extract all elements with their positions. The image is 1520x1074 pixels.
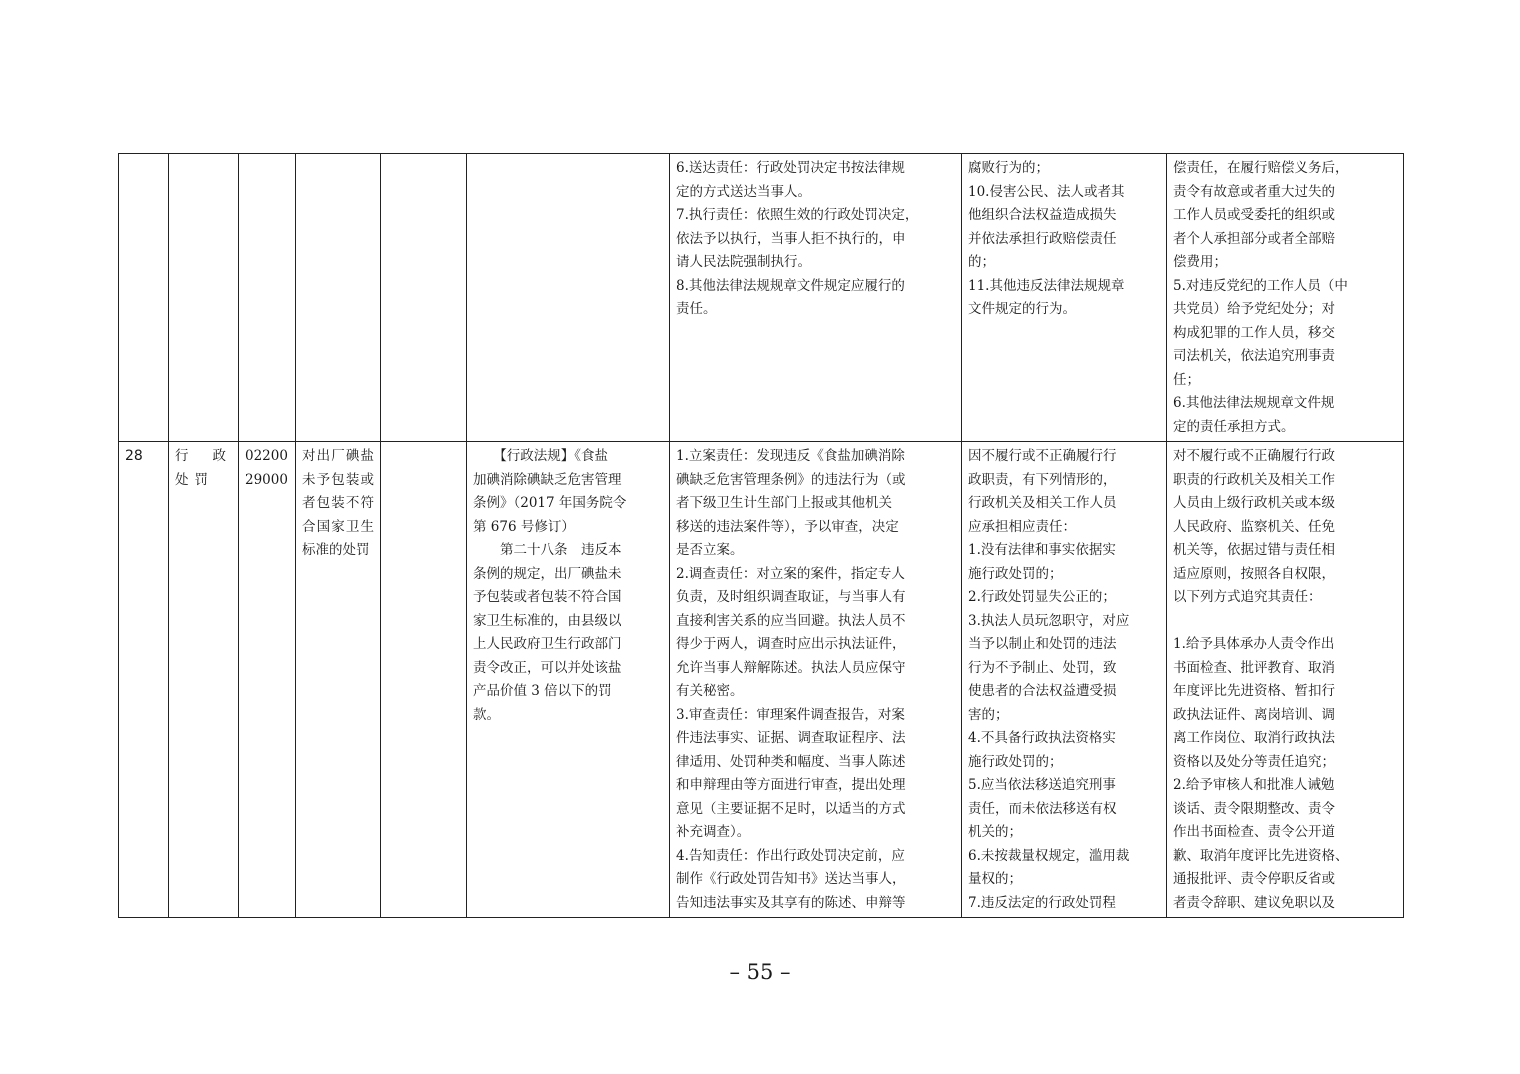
text-line: 定的方式送达当事人。 [676, 183, 811, 200]
text-line: 年度评比先进资格、暂扣行 [1173, 683, 1335, 699]
text-line: 歉、取消年度评比先进资格、 [1173, 847, 1349, 864]
text-line: 者下级卫生计生部门上报或其他机关 [676, 495, 892, 511]
text-line: 碘缺乏危害管理条例》的违法行为（或 [676, 471, 906, 488]
text-line: 第 676 号修订） [473, 518, 575, 535]
text-line: 直接利害关系的应当回避。执法人员不 [676, 612, 906, 629]
text-line: 职责的行政机关及相关工作 [1173, 471, 1335, 488]
text-line: 责令有故意或者重大过失的 [1173, 183, 1335, 200]
text-line [1173, 610, 1397, 634]
text-line: 请人民法院强制执行。 [676, 254, 811, 270]
text-line: 作出书面检查、责令公开道 [1173, 824, 1335, 840]
text-line: 偿费用； [1173, 254, 1227, 270]
text-line: 5.对违反党纪的工作人员（中 [1173, 277, 1348, 294]
text-line: 2.行政处罚显失公正的； [968, 589, 1116, 605]
text-line: 机关等，依据过错与责任相 [1173, 542, 1335, 558]
text-line: 款。 [473, 706, 500, 723]
text-line: 害的； [968, 706, 1009, 723]
text-line: 适应原则，按照各自权限， [1173, 565, 1335, 582]
text-line: 是否立案。 [676, 542, 744, 558]
text-line: 予包装或者包装不符合国 [473, 589, 622, 605]
text-line: 责任，而未依法移送有权 [968, 800, 1117, 817]
table-row [119, 442, 1404, 918]
text-line: 产品价值 3 倍以下的罚 [473, 683, 612, 699]
text-line: 对不履行或不正确履行行政 [1173, 448, 1335, 464]
text-line: 离工作岗位、取消行政执法 [1173, 730, 1335, 746]
text-line: 5.应当依法移送追究刑事 [968, 777, 1116, 793]
text-line: 补充调查）。 [676, 824, 751, 840]
pursuit-cell [1167, 442, 1404, 918]
text-line: 资格以及处分等责任追究； [1173, 753, 1335, 770]
legal-basis-cell [467, 442, 670, 918]
text-line: 允许当事人辩解陈述。执法人员应保守 [676, 659, 906, 676]
duty-cell [670, 154, 962, 442]
text-line: 2.给予审核人和批准人诫勉 [1173, 777, 1335, 793]
text-line: 因不履行或不正确履行行 [968, 448, 1117, 464]
text-line: 共党员）给予党纪处分；对 [1173, 301, 1335, 317]
text-line: 责任。 [676, 301, 717, 317]
text-line: 应承担相应责任： [968, 518, 1076, 535]
text-line: 书面检查、批评教育、取消 [1173, 659, 1335, 676]
accountability-cell [962, 442, 1167, 918]
pursuit-cell [1167, 154, 1404, 442]
text-line: 2.调查责任：对立案的案件，指定专人 [676, 565, 905, 582]
text-line: 条例》（2017 年国务院令 [473, 495, 627, 511]
text-line: 行为不予制止、处罚，致 [968, 659, 1117, 676]
duty-cell [670, 442, 962, 918]
sub-item-cell [381, 154, 467, 442]
text-line: 上人民政府卫生行政部门 [473, 636, 622, 652]
text-line: 【行政法规】《食盐 [473, 448, 608, 464]
text-line: 通报批评、责令停职反省或 [1173, 871, 1335, 887]
sub-item-cell [381, 442, 467, 918]
text-line: 告知违法事实及其享有的陈述、申辩等 [676, 894, 906, 911]
text-line: 8.其他法律法规规章文件规定应履行的 [676, 277, 905, 294]
text-line: 件违法事实、证据、调查取证程序、法 [676, 730, 906, 746]
text-line: 6.其他法律法规规章文件规 [1173, 395, 1335, 411]
category-cell [169, 154, 239, 442]
code-cell [239, 154, 296, 442]
text-line: 文件规定的行为。 [968, 301, 1076, 317]
text-line: 11.其他违反法律法规规章 [968, 277, 1125, 294]
text-line: 和申辩理由等方面进行审查，提出处理 [676, 777, 906, 793]
category-cell: 行政处罚 [169, 442, 239, 918]
legal-basis-cell [467, 154, 670, 442]
text-line: 4.不具备行政执法资格实 [968, 730, 1116, 746]
text-line: 依法予以执行，当事人拒不执行的，申 [676, 230, 906, 247]
text-line: 使患者的合法权益遭受损 [968, 683, 1117, 699]
text-line: 家卫生标准的，由县级以 [473, 612, 622, 629]
text-line: 6.送达责任：行政处罚决定书按法律规 [676, 160, 905, 176]
text-line: 人民政府、监察机关、任免 [1173, 518, 1335, 535]
text-line: 有关秘密。 [676, 683, 744, 699]
text-line: 并依法承担行政赔偿责任 [968, 230, 1117, 247]
text-line: 加碘消除碘缺乏危害管理 [473, 471, 622, 488]
text-line: 6.未按裁量权规定，滥用裁 [968, 847, 1130, 864]
text-line: 构成犯罪的工作人员，移交 [1173, 324, 1335, 341]
text-line: 任； [1173, 371, 1200, 388]
text-line: 定的责任承担方式。 [1173, 418, 1295, 435]
text-line: 3.审查责任：审理案件调查报告，对案 [676, 706, 905, 723]
text-line: 责令改正，可以并处该盐 [473, 659, 622, 676]
text-line: 4.告知责任：作出行政处罚决定前，应 [676, 847, 905, 864]
text-line: 司法机关，依法追究刑事责 [1173, 348, 1335, 364]
text-line: 1.给予具体承办人责令作出 [1173, 636, 1335, 652]
text-line: 政执法证件、离岗培训、调 [1173, 706, 1335, 723]
item-name-cell [296, 154, 381, 442]
text-line: 制作《行政处罚告知书》送达当事人， [676, 871, 906, 887]
item-name-cell: 对出厂碘盐未予包装或者包装不符合国家卫生标准的处罚 [296, 442, 381, 918]
text-line: 政职责，有下列情形的， [968, 471, 1117, 488]
responsibility-table [118, 153, 1404, 918]
text-line: 第二十八条 违反本 [473, 542, 622, 558]
text-line: 当予以制止和处罚的违法 [968, 636, 1117, 652]
text-line: 者责令辞职、建议免职以及 [1173, 894, 1335, 911]
text-line: 以下列方式追究其责任： [1173, 589, 1322, 605]
text-line: 人员由上级行政机关或本级 [1173, 495, 1335, 511]
page-number: – 55 – [729, 960, 791, 984]
text-line: 偿责任，在履行赔偿义务后， [1173, 160, 1349, 176]
row-number-cell [119, 154, 169, 442]
text-line: 施行政处罚的； [968, 565, 1063, 582]
text-line: 他组织合法权益造成损失 [968, 207, 1117, 223]
text-line: 1.没有法律和事实依据实 [968, 542, 1116, 558]
text-line: 施行政处罚的； [968, 753, 1063, 770]
accountability-cell [962, 154, 1167, 442]
text-line: 工作人员或受委托的组织或 [1173, 207, 1335, 223]
text-line: 量权的； [968, 871, 1022, 887]
text-line: 腐败行为的； [968, 160, 1049, 176]
text-line: 行政机关及相关工作人员 [968, 495, 1117, 511]
text-line: 意见（主要证据不足时，以适当的方式 [676, 800, 906, 817]
text-line: 谈话、责令限期整改、责令 [1173, 800, 1335, 817]
text-line: 机关的； [968, 824, 1022, 840]
text-line: 负责，及时组织调查取证，与当事人有 [676, 589, 906, 605]
code-cell: 0220029000 [239, 442, 296, 918]
text-line: 7.执行责任：依照生效的行政处罚决定， [676, 207, 919, 223]
text-line: 律适用、处罚种类和幅度、当事人陈述 [676, 753, 906, 770]
text-line: 条例的规定，出厂碘盐未 [473, 565, 622, 582]
text-line: 移送的违法案件等），予以审查，决定 [676, 518, 899, 535]
text-line: 1.立案责任：发现违反《食盐加碘消除 [676, 448, 905, 464]
text-line: 者个人承担部分或者全部赔 [1173, 230, 1335, 247]
text-line: 得少于两人，调查时应出示执法证件， [676, 636, 906, 652]
text-line: 10.侵害公民、法人或者其 [968, 183, 1125, 200]
row-number-cell: 28 [119, 442, 169, 918]
text-line: 的； [968, 254, 995, 270]
text-line: 7.违反法定的行政处罚程 [968, 894, 1116, 911]
table-row [119, 154, 1404, 442]
text-line: 3.执法人员玩忽职守，对应 [968, 612, 1130, 629]
